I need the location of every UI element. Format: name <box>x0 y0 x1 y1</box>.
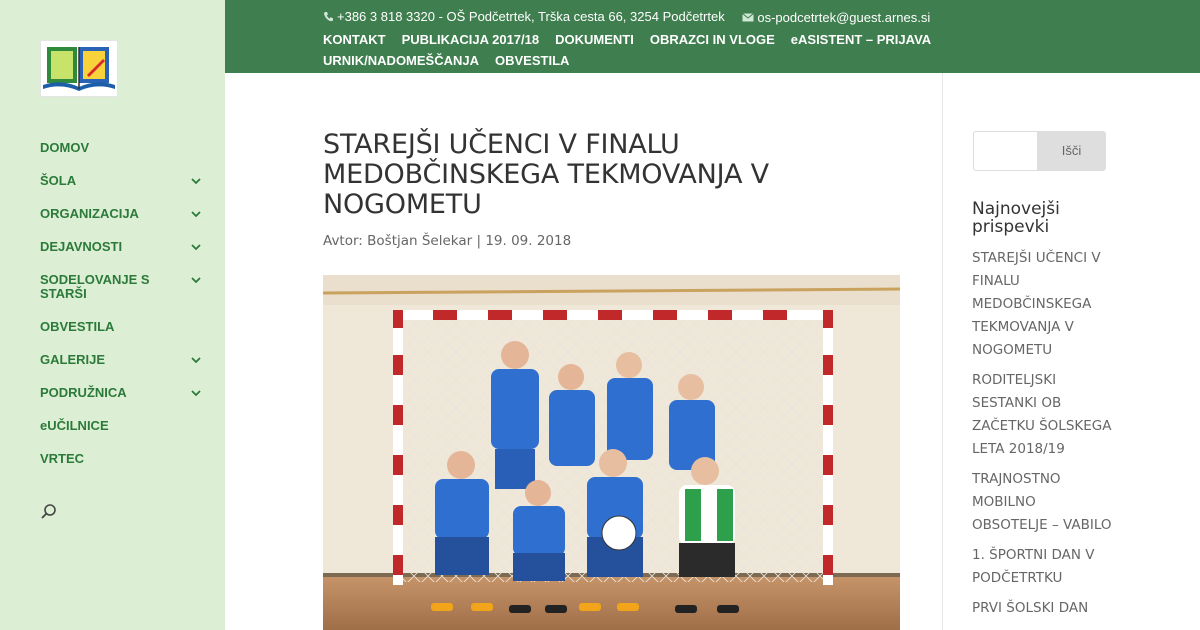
nav-item-podruznica[interactable] <box>40 386 210 419</box>
mail-icon <box>742 13 754 22</box>
recent-post-link[interactable]: 1. ŠPORTNI DAN V PODČETRTKU <box>972 547 1095 586</box>
nav-item-eucilnice[interactable] <box>40 419 210 452</box>
nav-item-sodelovanje[interactable] <box>40 273 210 320</box>
nav-item-vrtec[interactable] <box>40 452 210 485</box>
post-meta: Avtor: Boštjan Šelekar | 19. 09. 2018 <box>323 233 572 249</box>
recent-posts-title: Najnovejši prispevki <box>972 199 1060 237</box>
topnav-urnik[interactable]: URNIK/NADOMEŠČANJA <box>323 53 480 68</box>
topnav-easistent[interactable]: eASISTENT – PRIJAVA <box>790 32 932 47</box>
recent-post-link[interactable]: PRVI ŠOLSKI DAN <box>972 600 1089 616</box>
secondary-navigation <box>323 29 1083 71</box>
featured-image <box>323 275 900 630</box>
topnav-obvestila[interactable]: OBVESTILA <box>495 53 570 68</box>
team-photo-illustration <box>323 275 900 630</box>
article <box>323 130 901 249</box>
nav-label: PODRUŽNICA <box>40 385 127 400</box>
phone-icon <box>323 11 334 22</box>
chevron-down-icon[interactable] <box>190 274 202 286</box>
left-sidebar <box>0 0 225 630</box>
school-logo[interactable] <box>40 40 118 97</box>
email-text: os-podcetrtek@guest.arnes.si <box>757 9 931 25</box>
nav-label: ORGANIZACIJA <box>40 206 139 221</box>
topnav-publikacija[interactable]: PUBLIKACIJA 2017/18 <box>401 32 540 47</box>
topnav-dokumenti[interactable]: DOKUMENTI <box>555 32 634 47</box>
chevron-down-icon[interactable] <box>190 241 202 253</box>
nav-label: DEJAVNOSTI <box>40 239 123 254</box>
recent-post-link[interactable]: RODITELJSKI SESTANKI OB ZAČETKU ŠOLSKEGA LETA 2018/19 <box>972 372 1112 457</box>
contact-info <box>323 8 930 25</box>
top-header <box>225 0 1200 73</box>
book-logo-icon <box>41 41 117 96</box>
post-title: STAREJŠI UČENCI V FINALU MEDOBČINSKEGA TEKMOVANJA V NOGOMETU <box>323 129 769 220</box>
phone-address: +386 3 818 3320 - OŠ Podčetrtek, Trška cesta 66, 3254 Podčetrtek <box>337 9 725 25</box>
nav-label: SODELOVANJE S STARŠI <box>40 272 150 301</box>
nav-item-organizacija[interactable] <box>40 207 210 240</box>
chevron-down-icon[interactable] <box>190 354 202 366</box>
recent-post-link[interactable]: STAREJŠI UČENCI V FINALU MEDOBČINSKEGA TEKMOVANJA V NOGOMETU <box>972 250 1101 358</box>
chevron-down-icon[interactable] <box>190 208 202 220</box>
nav-item-dejavnosti[interactable] <box>40 240 210 273</box>
main-navigation <box>40 141 210 485</box>
search-button[interactable]: Išči <box>1037 131 1106 171</box>
nav-label: OBVESTILA <box>40 319 115 334</box>
search-input[interactable] <box>973 131 1037 171</box>
recent-post-link[interactable]: TRAJNOSTNO MOBILNO OBSOTELJE – VABILO <box>972 471 1112 533</box>
nav-item-sola[interactable] <box>40 174 210 207</box>
nav-label: DOMOV <box>40 140 90 155</box>
chevron-down-icon[interactable] <box>190 387 202 399</box>
search-icon[interactable] <box>40 503 58 521</box>
nav-label: VRTEC <box>40 451 85 466</box>
recent-posts-list <box>972 247 1112 627</box>
nav-item-domov[interactable] <box>40 141 210 174</box>
email-link[interactable] <box>742 9 930 24</box>
chevron-down-icon[interactable] <box>190 175 202 187</box>
nav-label: GALERIJE <box>40 352 106 367</box>
sidebar-divider <box>942 73 943 630</box>
nav-label: ŠOLA <box>40 173 77 188</box>
nav-item-galerije[interactable] <box>40 353 210 386</box>
topnav-obrazci[interactable]: OBRAZCI IN VLOGE <box>649 32 775 47</box>
topnav-kontakt[interactable]: KONTAKT <box>323 32 386 47</box>
nav-label: eUČILNICE <box>40 418 109 433</box>
nav-item-obvestila[interactable] <box>40 320 210 353</box>
